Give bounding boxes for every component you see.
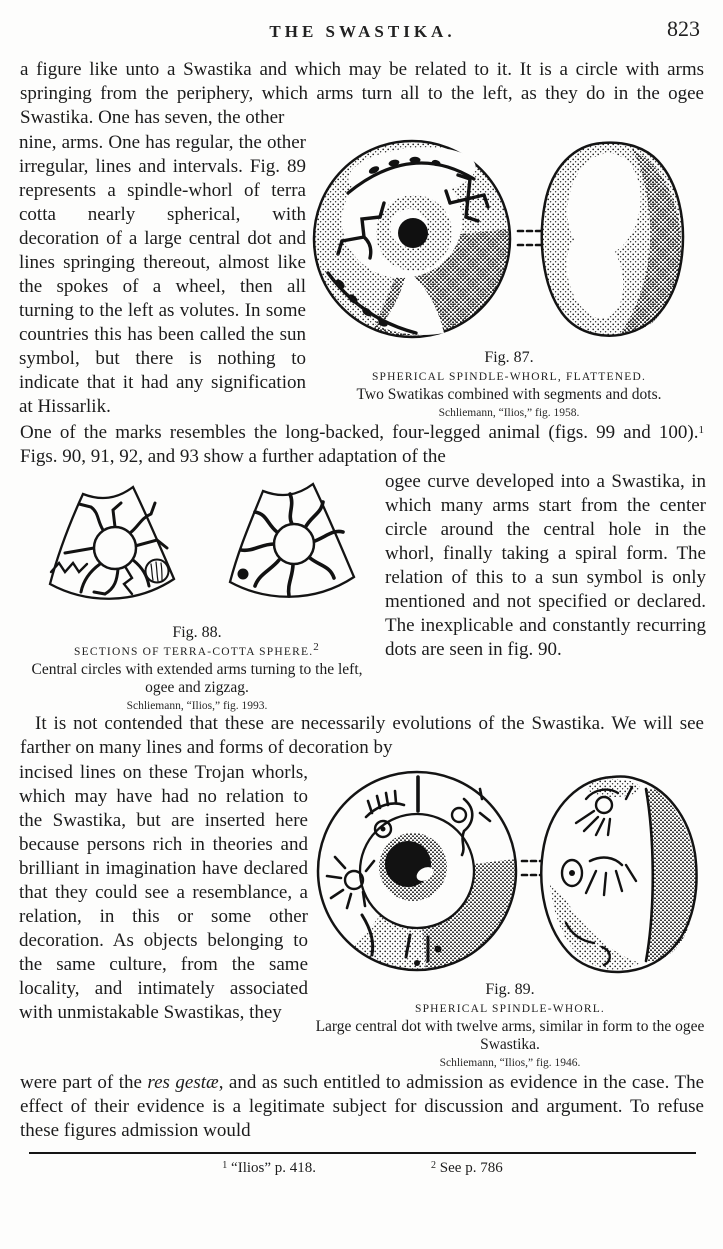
figure-87 [312,133,706,419]
paragraph-marks-continuation: Figs. 90, 91, 92, and 93 show a further adaptation of the [20,446,446,467]
figure-88 [19,472,375,712]
footnote-ref-2: 2 [313,641,320,653]
paragraph-intro: a figure like unto a Swastika and which may be related to it. It is a circle with arms springing from the periphery, which arms turn all to the left, as they do in the ogee Swastika. One has seven, the other [20,59,704,128]
figure-89 [314,765,706,1069]
paragraph-marks [20,421,704,469]
figure-87-title: SPHERICAL SPINDLE-WHORL, FLATTENED. [371,371,647,383]
figure-87-source: Schliemann, “Ilios,” fig. 1958. [438,407,580,419]
figure-88-number: Fig. 88. [172,624,222,641]
terra-cotta-sphere-sections-illustration [21,472,373,620]
paragraph-not-contended: It is not contended that these are necessarily evolutions of the Swastika. We will see farther on many lines and forms of decoration by [20,713,704,758]
footnote-2-marker: 2 [431,1160,437,1171]
section-fig87 [19,131,706,421]
section-fig88 [19,470,706,712]
paragraph-marks-text: One of the marks resembles the long-backed, four-legged animal (figs. 99 and 100). [20,422,699,443]
latin-phrase: res gestæ [147,1072,219,1093]
figure-89-title: SPHERICAL SPINDLE-WHORL. [414,1003,605,1015]
figure-88-description: Central circles with extended arms turning to the left, ogee and zigzag. [31,661,363,696]
spherical-spindle-whorl-illustration [314,765,706,977]
paragraph-incised-lines: incised lines on these Trojan whorls, which may have had no relation to the Swastika, but are inserted here because persons rich in theories and brilliant in imagination have declared that they could see a resemblance, a relation, in this or some other decoration. As objects belonging to the same culture, from the same locality, and intimately associated with unmistakable Swastikas, they [19,762,308,1023]
footnote-1-marker: 1 [222,1160,228,1171]
footnote-1 [222,1160,316,1177]
footnote-1-text: “Ilios” p. 418. [231,1160,317,1176]
figure-88-title-text: SECTIONS OF TERRA-COTTA SPHERE. [74,646,314,658]
running-head [19,16,706,50]
page-number: 823 [667,16,700,41]
paragraph-ogee-curve: ogee curve developed into a Swastika, in which many arms start from the center circle around the central hole in the whorl, finally taking a spiral form. The relation of this to a sun symbol is only mentioned and not specified or declared. The inexplicable and constantly recurring dots are seen in fig. 90. [385,471,706,660]
figure-89-source: Schliemann, “Ilios,” fig. 1946. [439,1057,581,1069]
footnote-2-text: See p. 786 [439,1160,503,1176]
figure-87-description: Two Swatikas combined with segments and dots. [356,386,662,403]
figure-88-source: Schliemann, “Ilios,” fig. 1993. [126,700,268,712]
running-title: THE SWASTIKA. [269,22,456,41]
paragraph-res-gestae-pre: were part of the [20,1072,148,1093]
footnote-block [19,1152,706,1177]
figure-89-caption [314,981,706,1069]
section-fig89 [19,761,706,1071]
figure-89-description: Large central dot with twelve arms, similar in form to the ogee Swastika. [315,1018,705,1053]
footnote-ref-1: 1 [698,424,704,436]
paragraph-res-gestae [20,1071,704,1143]
figure-88-title [19,641,375,658]
figure-87-caption [312,349,706,419]
figure-87-number: Fig. 87. [484,349,534,366]
footnote-2 [431,1160,503,1177]
spindle-whorl-flattened-illustration [312,133,706,345]
footnote-rule [29,1152,695,1154]
footnotes [19,1160,706,1177]
paragraph-res-gestae-post: , and as such entitled to admission as evidence in the case. The effect of their evidence is a legitimate subject for discussion and argument. To refuse these figures admission would [20,1072,705,1141]
figure-89-number: Fig. 89. [485,981,535,998]
paragraph-whorl-description: nine, arms. One has regular, the other irregular, lines and intervals. Fig. 89 represents a spindle-whorl of terra cotta nearly spherical, with decoration of a large central dot and lines springing thereout, almost like the spokes of a wheel, then all turning to the left as volutes. In some countries this has been called the sun symbol, but there is nothing to indicate that it had any signification at Hissarlik. [19,132,306,417]
figure-88-caption [19,624,375,712]
